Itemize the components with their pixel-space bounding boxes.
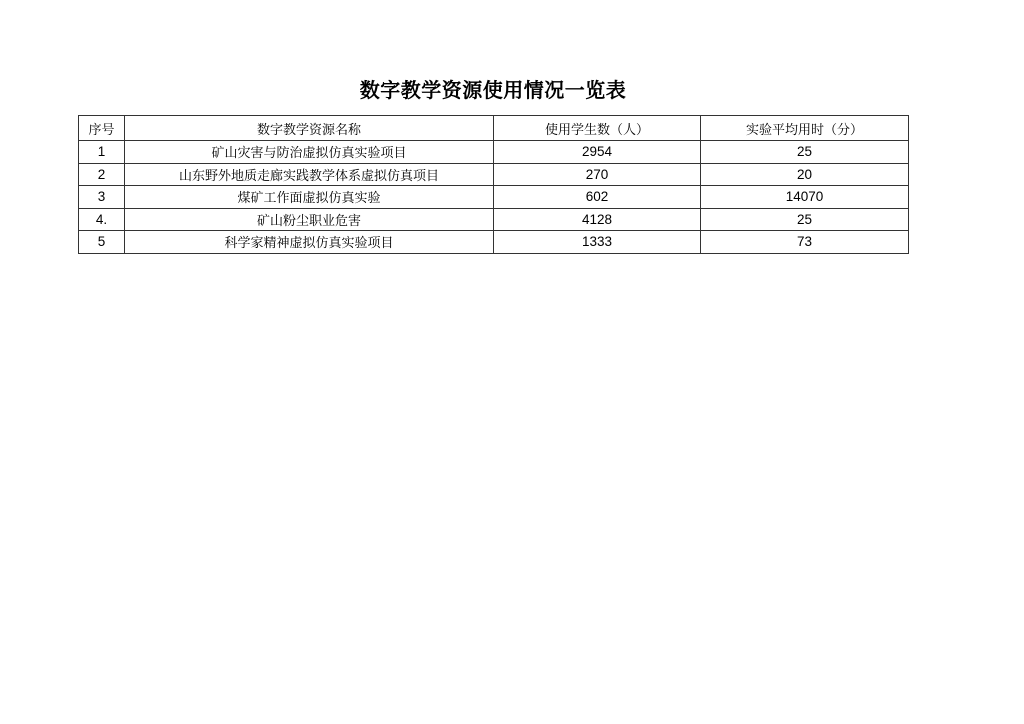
cell-resource-name: 矿山灾害与防治虚拟仿真实验项目 xyxy=(125,141,494,164)
cell-resource-name: 科学家精神虚拟仿真实验项目 xyxy=(125,231,494,254)
cell-average-time: 20 xyxy=(701,163,909,186)
resource-usage-table xyxy=(78,115,909,254)
cell-average-time: 25 xyxy=(701,141,909,164)
cell-student-count: 4128 xyxy=(494,208,701,231)
cell-student-count: 2954 xyxy=(494,141,701,164)
table-row xyxy=(79,208,909,231)
cell-student-count: 270 xyxy=(494,163,701,186)
table-row xyxy=(79,163,909,186)
cell-resource-name: 山东野外地质走廊实践教学体系虚拟仿真项目 xyxy=(125,163,494,186)
cell-index: 4. xyxy=(79,208,125,231)
cell-average-time: 73 xyxy=(701,231,909,254)
cell-index: 5 xyxy=(79,231,125,254)
header-index: 序号 xyxy=(79,116,125,141)
cell-index: 2 xyxy=(79,163,125,186)
table-row xyxy=(79,186,909,209)
table-row xyxy=(79,141,909,164)
header-student-count: 使用学生数（人） xyxy=(494,116,701,141)
cell-average-time: 14070 xyxy=(701,186,909,209)
cell-average-time: 25 xyxy=(701,208,909,231)
cell-resource-name: 煤矿工作面虚拟仿真实验 xyxy=(125,186,494,209)
page-title: 数字教学资源使用情况一览表 xyxy=(359,78,627,102)
table-header-row xyxy=(79,116,909,141)
cell-index: 1 xyxy=(79,141,125,164)
cell-student-count: 1333 xyxy=(494,231,701,254)
header-average-time: 实验平均用时（分） xyxy=(701,116,909,141)
header-resource-name: 数字教学资源名称 xyxy=(125,116,494,141)
cell-student-count: 602 xyxy=(494,186,701,209)
cell-index: 3 xyxy=(79,186,125,209)
table-row xyxy=(79,231,909,254)
cell-resource-name: 矿山粉尘职业危害 xyxy=(125,208,494,231)
